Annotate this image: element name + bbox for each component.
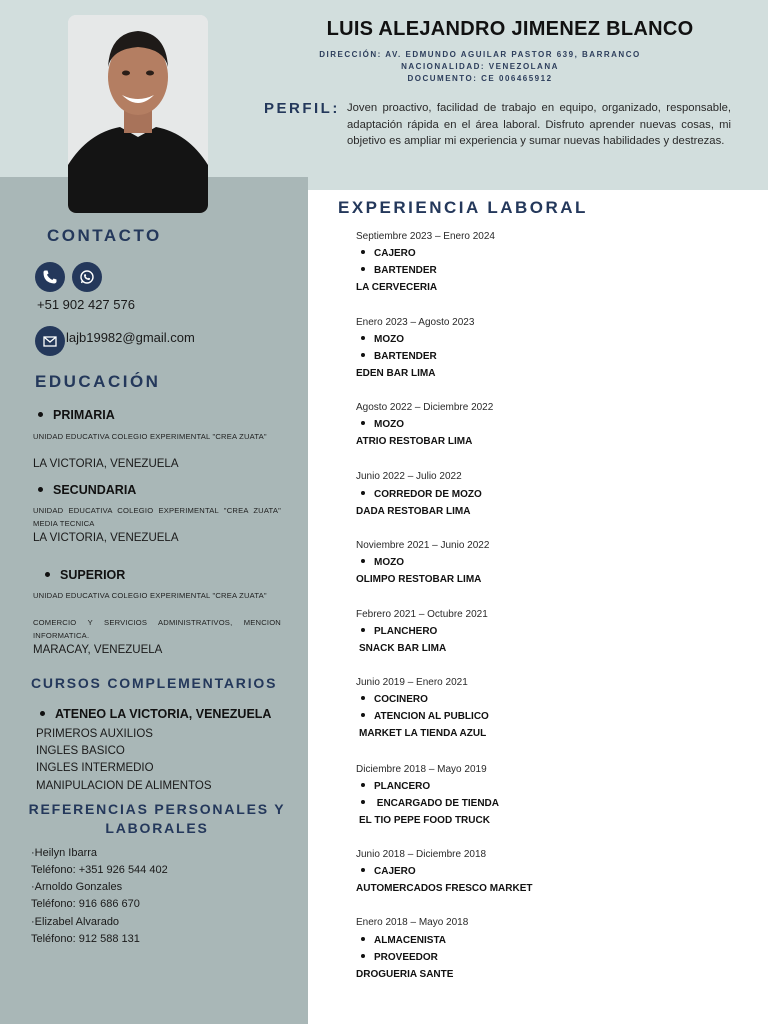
job-place: LA CERVECERIA — [356, 282, 438, 293]
document-line: DOCUMENTO: CE 006465912 — [407, 74, 553, 83]
job-role: CAJERO — [361, 248, 416, 259]
course-item: INGLES INTERMEDIO — [36, 762, 154, 774]
reference-name: ·Arnoldo Gonzales — [31, 881, 123, 893]
job-place: AUTOMERCADOS FRESCO MARKET — [356, 883, 533, 894]
job-role: ENCARGADO DE TIENDA — [361, 798, 499, 809]
job-role: BARTENDER — [361, 351, 437, 362]
address-line: DIRECCIÓN: AV. EDMUNDO AGUILAR PASTOR 639, BARRANCO — [319, 50, 641, 59]
job-dates: Junio 2019 – Enero 2021 — [356, 677, 468, 688]
job-role: ALMACENISTA — [361, 935, 446, 946]
candidate-name: LUIS ALEJANDRO JIMENEZ BLANCO — [326, 18, 694, 40]
reference-phone: Teléfono: 916 686 670 — [31, 898, 140, 910]
job-role: PLANCHERO — [361, 626, 437, 637]
education-level: PRIMARIA — [38, 408, 115, 422]
course-institution: ATENEO LA VICTORIA, VENEZUELA — [40, 707, 271, 721]
profile-photo — [68, 15, 208, 213]
education-school: UNIDAD EDUCATIVA COLEGIO EXPERIMENTAL "CREA ZUATA" — [33, 432, 267, 441]
job-dates: Septiembre 2023 – Enero 2024 — [356, 231, 495, 242]
education-school: UNIDAD EDUCATIVA COLEGIO EXPERIMENTAL "CREA ZUATA" — [33, 591, 267, 600]
nationality-line: NACIONALIDAD: VENEZOLANA — [401, 62, 559, 71]
course-item: PRIMEROS AUXILIOS — [36, 728, 153, 740]
reference-name: ·Elizabel Alvarado — [31, 916, 120, 928]
whatsapp-icon — [72, 262, 102, 292]
contact-phone: +51 902 427 576 — [37, 297, 135, 312]
envelope-icon — [35, 326, 65, 356]
job-role: BARTENDER — [361, 265, 437, 276]
job-dates: Agosto 2022 – Diciembre 2022 — [356, 402, 494, 413]
job-role: COCINERO — [361, 694, 428, 705]
job-role: CAJERO — [361, 866, 416, 877]
courses-title: CURSOS COMPLEMENTARIOS — [31, 675, 278, 691]
job-role: ATENCION AL PUBLICO — [361, 711, 489, 722]
course-item: MANIPULACION DE ALIMENTOS — [36, 780, 212, 792]
job-dates: Junio 2018 – Diciembre 2018 — [356, 849, 487, 860]
job-dates: Enero 2023 – Agosto 2023 — [356, 317, 475, 328]
job-place: EDEN BAR LIMA — [356, 368, 436, 379]
job-place: OLIMPO RESTOBAR LIMA — [356, 574, 482, 585]
job-dates: Enero 2018 – Mayo 2018 — [356, 917, 469, 928]
job-place: SNACK BAR LIMA — [359, 643, 447, 654]
job-role: MOZO — [361, 334, 404, 345]
contact-title: CONTACTO — [47, 226, 162, 245]
reference-phone: Teléfono: +351 926 544 402 — [31, 864, 168, 876]
job-dates: Noviembre 2021 – Junio 2022 — [356, 540, 490, 551]
education-level: SECUNDARIA — [38, 483, 136, 497]
experience-title: EXPERIENCIA LABORAL — [338, 198, 588, 217]
references-title: REFERENCIAS PERSONALES Y LABORALES — [28, 801, 286, 836]
profile-text: Joven proactivo, facilidad de trabajo en equipo, organizado, responsable, adaptación rápida en el área laboral. Disfruto aprender nuevas cosas, mi objetivo es ampliar mi experiencia y sumar nuevas habilidades y destrezas. — [347, 102, 731, 147]
job-place: DADA RESTOBAR LIMA — [356, 506, 471, 517]
job-role: PROVEEDOR — [361, 952, 438, 963]
education-city: LA VICTORIA, VENEZUELA — [33, 532, 179, 544]
reference-name: ·Heilyn Ibarra — [31, 847, 98, 859]
job-place: EL TIO PEPE FOOD TRUCK — [359, 815, 490, 826]
education-school: UNIDAD EDUCATIVA COLEGIO EXPERIMENTAL "CREA ZUATA" MEDIA TECNICA — [33, 506, 281, 528]
job-dates: Febrero 2021 – Octubre 2021 — [356, 609, 488, 620]
contact-email: lajb19982@gmail.com — [66, 330, 195, 345]
job-role: PLANCERO — [361, 781, 430, 792]
job-role: MOZO — [361, 557, 404, 568]
education-level: SUPERIOR — [45, 568, 125, 582]
education-city: LA VICTORIA, VENEZUELA — [33, 458, 179, 470]
course-item: INGLES BASICO — [36, 745, 125, 757]
job-dates: Diciembre 2018 – Mayo 2019 — [356, 764, 487, 775]
job-place: ATRIO RESTOBAR LIMA — [356, 436, 473, 447]
job-role: CORREDOR DE MOZO — [361, 489, 482, 500]
profile-title: PERFIL: — [264, 100, 340, 117]
job-place: MARKET LA TIENDA AZUL — [359, 728, 487, 739]
education-title: EDUCACIÓN — [35, 372, 161, 391]
education-city: MARACAY, VENEZUELA — [33, 644, 163, 656]
education-specialty: COMERCIO Y SERVICIOS ADMINISTRATIVOS, MENCION INFORMATICA. — [33, 618, 281, 640]
job-dates: Junio 2022 – Julio 2022 — [356, 471, 462, 482]
reference-phone: Teléfono: 912 588 131 — [31, 933, 140, 945]
job-role: MOZO — [361, 419, 404, 430]
job-place: DROGUERIA SANTE — [356, 969, 454, 980]
phone-icon — [35, 262, 65, 292]
